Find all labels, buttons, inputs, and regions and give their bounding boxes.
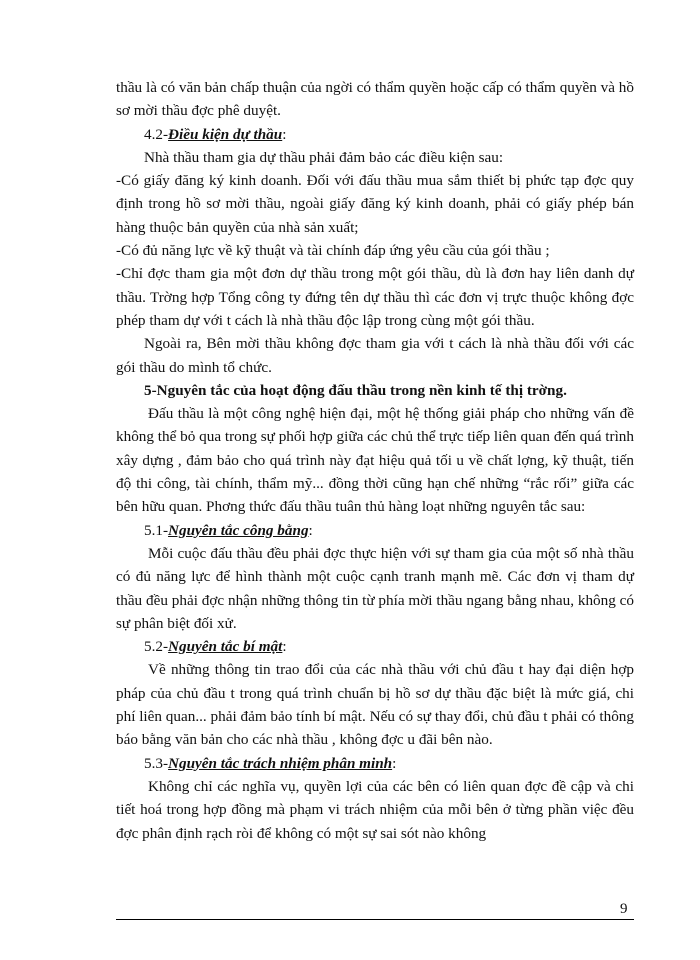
- subheading-number: 5.3-: [144, 754, 169, 772]
- subheading-title: Nguyên tắc trách nhiệm phân minh: [168, 754, 393, 772]
- subheading-title: Nguyên tắc bí mật: [168, 638, 283, 656]
- paragraph: -Có đủ năng lực về kỹ thuật và tài chính đáp ứng yêu cầu của gói thầu ;: [116, 242, 550, 260]
- body-text: [116, 76, 634, 845]
- subheading-suffix: :: [282, 125, 287, 143]
- section-heading-5: 5-Nguyên tắc của hoạt động đấu thầu trong nền kinh tế thị trờng.: [144, 381, 567, 399]
- footer-divider: [116, 919, 634, 920]
- paragraph: -Có giấy đăng ký kinh doanh. Đối với đấu thầu mua sắm thiết bị phức tạp đợc quy định trong hồ sơ mời thầu, ngoài giấy đăng ký kinh doanh, phải có giấy phép bán hàng thuộc bản quyền của nhà sản xuất;: [116, 172, 634, 236]
- subheading-number: 5.2-: [144, 638, 169, 656]
- subheading-5-1: [116, 519, 634, 542]
- paragraph: Đấu thầu là một công nghệ hiện đại, một hệ thống giải pháp cho những vấn đề không thể bỏ qua trong sự phối hợp giữa các chủ thể trực tiếp liên quan đến quá trình xây dựng , đảm bảo cho quá trình này đạt hiệu quả tối u về chất lợng, kỹ thuật, tiến độ thi công, tài chính, thẩm mỹ... đồng thời cũng hạn chế những “rắc rối” giữa các bên hữu quan. Phơng thức đấu thầu tuân thủ hàng loạt những nguyên tắc sau:: [116, 405, 634, 516]
- subheading-title: Nguyên tắc công bằng: [168, 521, 309, 539]
- paragraph: thầu là có văn bản chấp thuận của ngời có thẩm quyền hoặc cấp có thẩm quyền và hồ sơ mời thầu đợc phê duyệt.: [116, 79, 634, 120]
- paragraph: -Chỉ đợc tham gia một đơn dự thầu trong một gói thầu, dù là đơn hay liên danh dự thầu. Trờng hợp Tổng công ty đứng tên dự thầu thì các đơn vị trực thuộc không đợc phép tham dự với t cách là nhà thầu độc lập trong cùng một gói thầu.: [116, 265, 634, 329]
- paragraph: Không chỉ các nghĩa vụ, quyền lợi của các bên có liên quan đợc đề cập và chi tiết hoá trong hợp đồng mà phạm vi trách nhiệm của mỗi bên ở từng phần việc đều đợc phân định rạch ròi để không có một sự sai sót nào không: [116, 777, 634, 842]
- subheading-4-2: [116, 123, 634, 146]
- paragraph: Nhà thầu tham gia dự thầu phải đảm bảo các điều kiện sau:: [144, 148, 504, 166]
- paragraph: Mỗi cuộc đấu thầu đều phải đợc thực hiện với sự tham gia của một số nhà thầu có đủ năng lực để hình thành một cuộc cạnh tranh mạnh mẽ. Các đơn vị tham dự thầu đều phải đợc nhận những thông tin từ phía mời thầu ngang bằng nhau, không có sự phân biệt đối xử.: [116, 544, 634, 632]
- page-number: 9: [620, 901, 628, 917]
- subheading-number: 4.2-: [144, 125, 169, 143]
- subheading-title: Điều kiện dự thầu: [168, 125, 283, 143]
- subheading-suffix: :: [308, 521, 313, 539]
- subheading-5-3: [116, 752, 634, 775]
- subheading-number: 5.1-: [144, 521, 169, 539]
- paragraph: Về những thông tin trao đổi của các nhà thầu với chủ đầu t hay đại diện hợp pháp của chủ đầu t trong quá trình chuẩn bị hồ sơ dự thầu đặc biệt là mức giá, chi phí liên quan... phải đảm bảo tính bí mật. Nếu có sự thay đổi, chủ đầu t phải có thông báo bằng văn bản cho các nhà thầu , không đợc u đãi bên nào.: [116, 661, 634, 749]
- subheading-5-2: [116, 635, 634, 658]
- paragraph: Ngoài ra, Bên mời thầu không đợc tham gia với t cách là nhà thầu đối với các gói thầu do mình tổ chức.: [116, 335, 634, 376]
- subheading-suffix: :: [392, 754, 397, 772]
- subheading-suffix: :: [282, 638, 287, 656]
